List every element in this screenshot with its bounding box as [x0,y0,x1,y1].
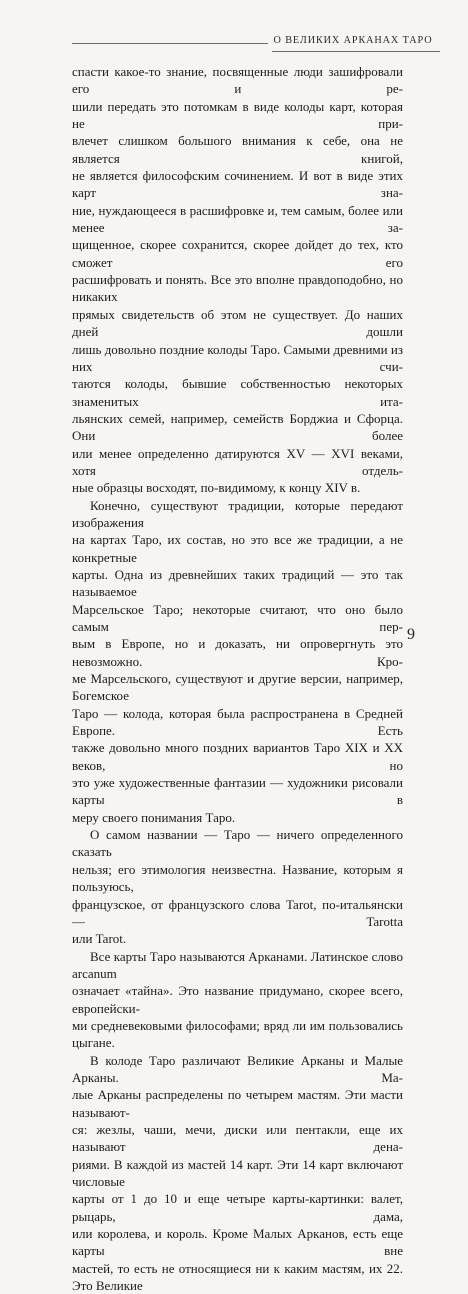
header-rule-left [72,43,268,44]
text-line: расшифровать и понять. Все это вполне правдоподобно, но никаких [72,272,403,305]
text-line: шили передать это потомкам в виде колоды карт, которая не при- [72,98,403,132]
text-line: нельзя; его этимология неизвестна. Название, которым я пользуюсь, [72,861,403,895]
text-line: льянских семей, например, семейств Борджиа и Сфорца. Они более [72,410,403,444]
text-line: таются колоды, бывшие собственностью некоторых знаменитых ита- [72,376,403,409]
running-title: О ВЕЛИКИХ АРКАНАХ ТАРО [273,35,433,46]
text-line: лые Арканы распределены по четырем мастям. Эти масти называют- [72,1087,403,1120]
text-line: или Tarot. [72,931,127,947]
text-line: ные образцы восходят, по-видимому, к концу XIV в. [72,480,361,496]
text-line: лишь довольно поздние колоды Таро. Самыми древними из них счи- [72,341,403,374]
text-line: Таро — колода, которая была распространена в Средней Европе. Есть [72,705,403,739]
text-line: французское, от французского слова Tarot, по-итальянски — Tarotta [72,896,403,929]
header-underline [272,51,440,52]
text-line: ние, нуждающееся в расшифровке и, тем самым, более или менее за- [72,202,403,236]
text-line: ми средневековыми философами; вряд ли им пользовались цыгане. [72,1017,403,1051]
text-line: О самом названии — Таро — ничего определенного сказать [72,827,403,860]
text-line: влечет слишком большого внимания к себе, она не является книгой, [72,133,403,166]
text-line: меру своего понимания Таро. [72,809,236,825]
text-line: прямых свидетельств об этом не существует. До наших дней дошли [72,306,403,340]
text-line: вым в Европе, но и доказать, ни опровергнуть это невозможно. Кро- [72,636,403,669]
text-line: это уже художественные фантазии — художники рисовали карты в [72,775,403,808]
page-number: 9 [407,626,415,643]
text-line: риями. В каждой из мастей 14 карт. Эти 14 карт включают числовые [72,1156,403,1189]
text-line: карты от 1 до 10 и еще четыре карты-картинки: валет, рыцарь, дама, [72,1191,403,1224]
text-line: спасти какое-то знание, посвященные люди зашифровали его и ре- [72,64,403,97]
text-line: ме Марсельского, существуют и другие версии, например, Богемское [72,671,403,704]
text-line: ся: жезлы, чаши, мечи, диски или пентакли, еще их называют дена- [72,1121,403,1155]
running-header [0,34,468,52]
text-line: или королева, и король. Кроме Малых Арканов, есть еще карты вне [72,1226,403,1259]
body-text [72,63,403,1294]
text-line: карты. Одна из древнейших таких традиций — это так называемое [72,566,403,600]
text-line: Все карты Таро называются Арканами. Латинское слово arcanum [72,948,403,981]
text-line: Марсельское Таро; некоторые считают, что оно было самым пер- [72,601,403,634]
text-line: щищенное, скорее сохранится, скорее дойдет до тех, кто сможет его [72,237,403,270]
text-line: не является философским сочинением. И вот в виде этих карт зна- [72,168,403,201]
text-line: Конечно, существуют традиции, которые передают изображения [72,497,403,530]
text-line: означает «тайна». Это название придумано, скорее всего, европейски- [72,983,403,1016]
text-line: на картах Таро, их состав, но это все же традиции, а не конкретные [72,532,403,565]
text-line: мастей, то есть не относящиеся ни к каким мастям, их 22. Это Великие [72,1260,403,1294]
text-line: также довольно много поздних вариантов Таро XIX и XX веков, но [72,740,403,773]
text-line: В колоде Таро различают Великие Арканы и Малые Арканы. Ма- [72,1052,403,1085]
text-line: или менее определенно датируются XV — XVI веками, хотя отдель- [72,445,403,478]
